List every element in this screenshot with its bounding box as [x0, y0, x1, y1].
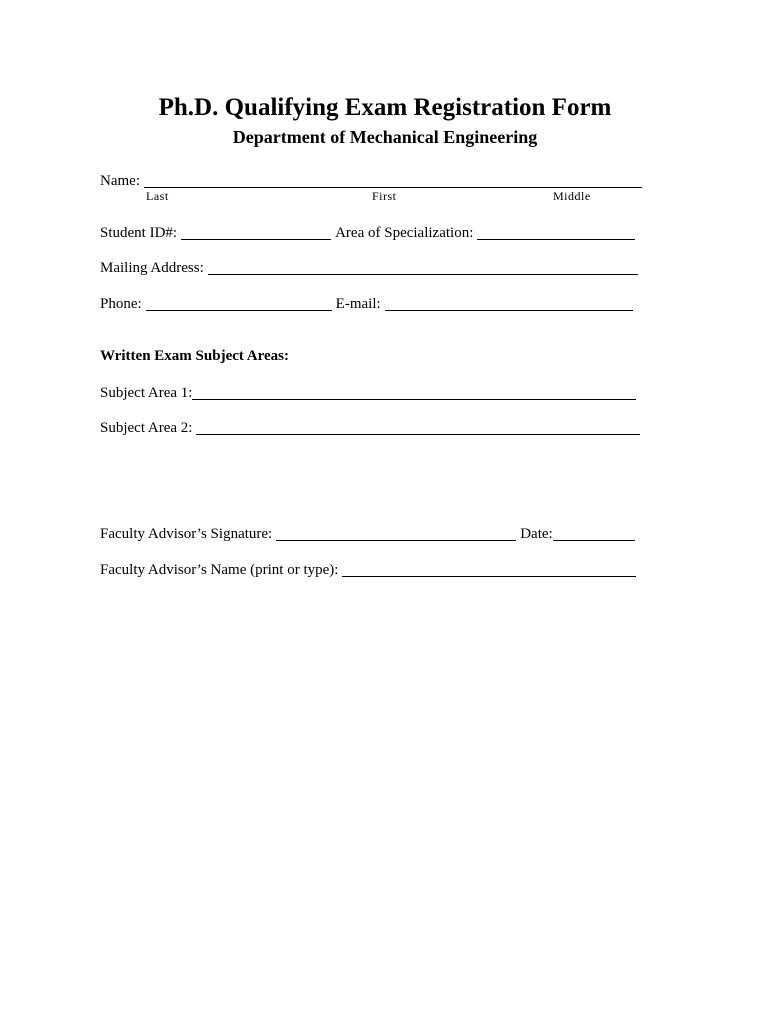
specialization-field[interactable]	[477, 225, 635, 240]
date-label: Date:	[520, 526, 553, 542]
mailing-address-row	[100, 257, 638, 277]
subject-area-2-row	[100, 417, 640, 437]
subject-area-1-label: Subject Area 1:	[100, 385, 193, 401]
subject-area-1-field[interactable]	[192, 385, 636, 400]
advisor-name-row	[100, 559, 636, 579]
name-row	[100, 170, 642, 190]
form-subtitle: Department of Mechanical Engineering	[232, 127, 538, 147]
student-id-label: Student ID#:	[100, 225, 178, 241]
form-title: Ph.D. Qualifying Exam Registration Form	[158, 94, 612, 121]
subject-area-2-label: Subject Area 2:	[100, 420, 193, 436]
email-label: E-mail:	[335, 296, 381, 312]
mailing-address-field[interactable]	[208, 260, 638, 275]
name-label: Name:	[100, 173, 140, 189]
subject-area-2-field[interactable]	[196, 420, 640, 435]
email-field[interactable]	[385, 296, 633, 311]
phone-email-row	[100, 293, 633, 313]
name-middle-caption: Middle	[553, 189, 591, 203]
name-field[interactable]	[144, 173, 642, 188]
advisor-signature-row	[100, 523, 635, 543]
phone-label: Phone:	[100, 296, 142, 312]
mailing-address-label: Mailing Address:	[100, 260, 204, 276]
phone-field[interactable]	[146, 296, 332, 311]
written-exam-heading: Written Exam Subject Areas:	[100, 348, 290, 364]
advisor-signature-field[interactable]	[276, 526, 516, 541]
student-id-row	[100, 222, 635, 242]
student-id-field[interactable]	[181, 225, 331, 240]
specialization-label: Area of Specialization:	[335, 225, 474, 241]
name-first-caption: First	[372, 189, 397, 203]
advisor-name-field[interactable]	[342, 562, 636, 577]
advisor-signature-label: Faculty Advisor’s Signature:	[100, 526, 273, 542]
advisor-name-label: Faculty Advisor’s Name (print or type):	[100, 562, 339, 578]
name-last-caption: Last	[146, 189, 169, 203]
subject-area-1-row	[100, 382, 636, 402]
date-field[interactable]	[553, 526, 635, 541]
